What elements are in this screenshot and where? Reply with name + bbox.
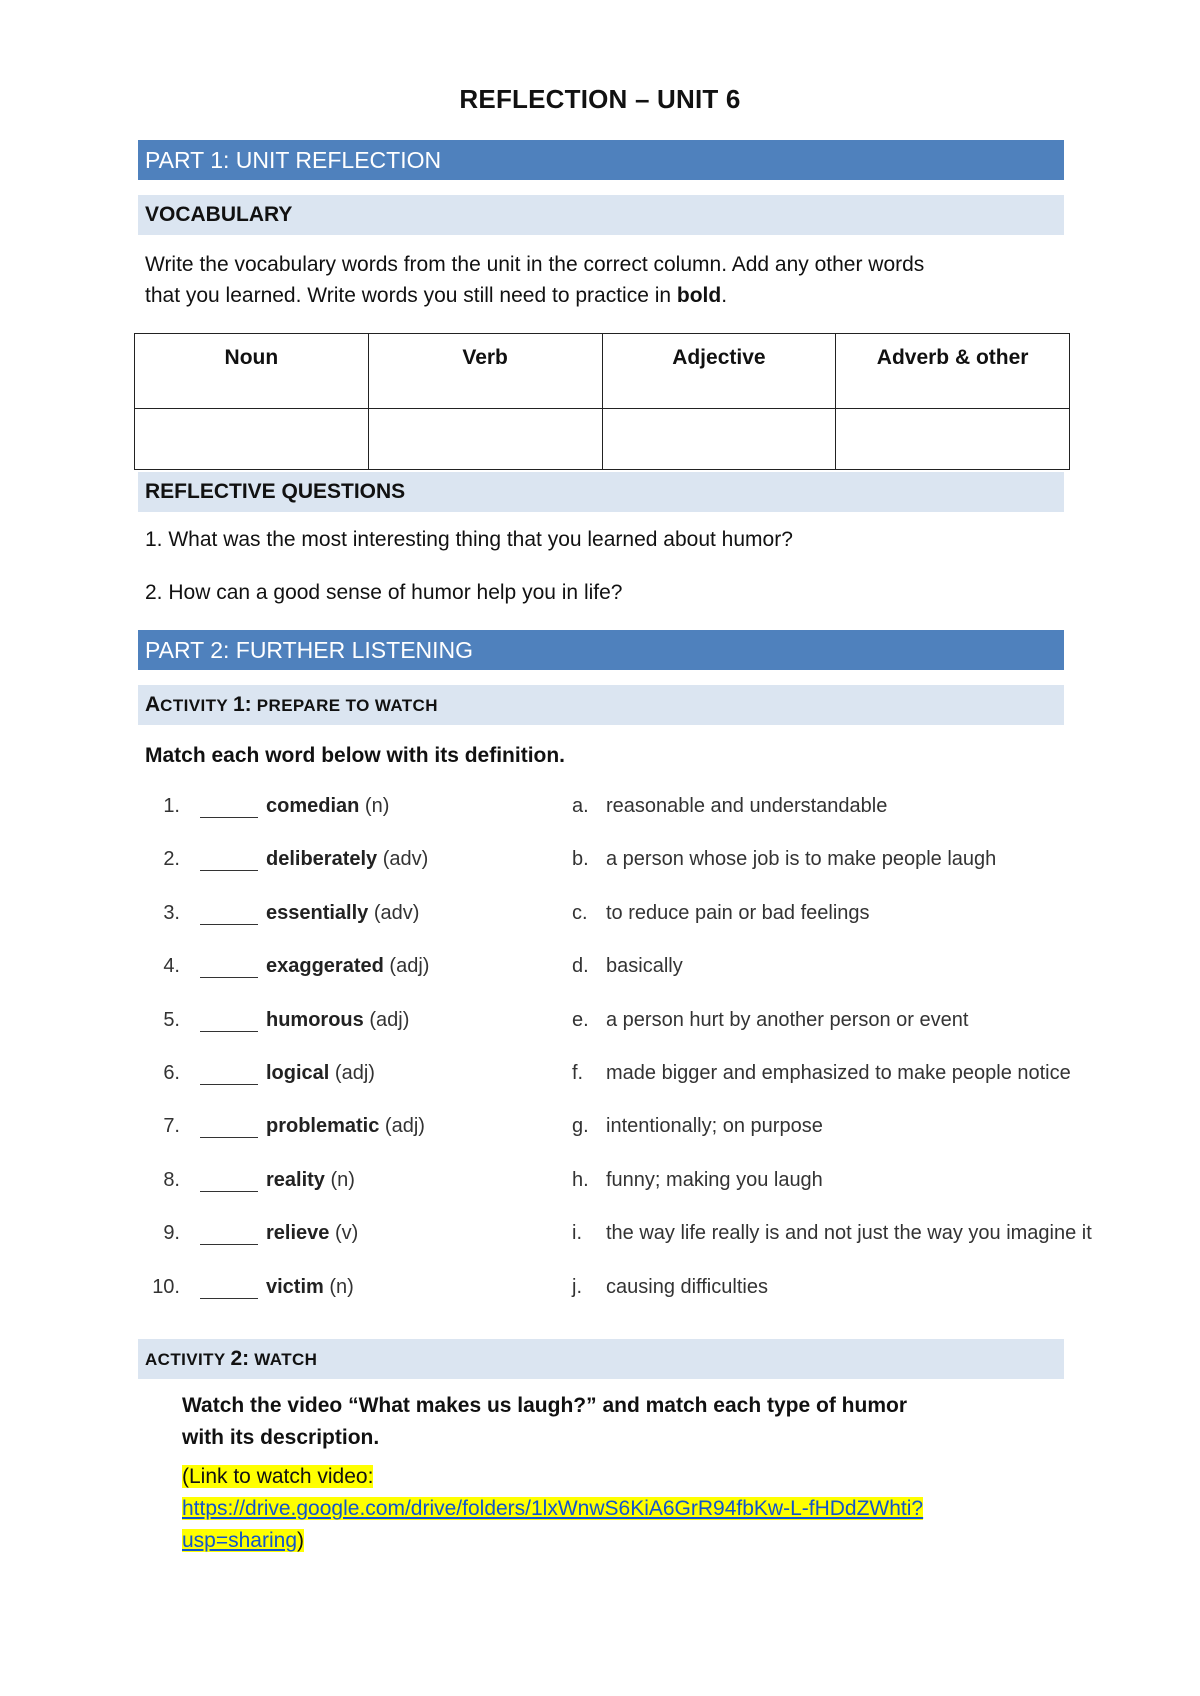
item-number: 6. xyxy=(163,1062,180,1084)
item-number: 2. xyxy=(163,848,180,871)
item-number: 3. xyxy=(163,901,180,924)
part-of-speech: (adj) xyxy=(389,955,430,978)
activity1-heading-word: CTIVITY xyxy=(160,696,233,715)
video-link-block xyxy=(182,1461,1062,1557)
match-item xyxy=(150,1222,1170,1252)
column-header-adverb-other: Adverb & other xyxy=(836,334,1070,409)
verb-cell[interactable] xyxy=(368,409,602,470)
vocab-word-text: victim xyxy=(266,1275,324,1298)
vocab-word-text: deliberately xyxy=(266,848,378,871)
definition-letter: b. xyxy=(572,848,589,871)
answer-blank[interactable] xyxy=(200,1084,258,1085)
match-item xyxy=(150,1009,1170,1039)
activity2-instruction-line-2: with its description. xyxy=(182,1426,380,1449)
adverb-other-cell[interactable] xyxy=(836,409,1070,470)
noun-cell[interactable] xyxy=(135,409,369,470)
video-link[interactable]: https://drive.google.com/drive/folders/1lxWnwS6KiA6GrR94fbKw-L-fHDdZWhti? xyxy=(182,1497,924,1520)
part-of-speech: (adj) xyxy=(384,1115,425,1138)
vocab-word-text: relieve xyxy=(266,1222,330,1245)
adjective-cell[interactable] xyxy=(602,409,836,470)
part-of-speech: (n) xyxy=(364,795,390,817)
definition-text: reasonable and understandable xyxy=(606,795,888,817)
definition-text: causing difficulties xyxy=(606,1275,768,1298)
activity2-heading-number: 2: xyxy=(230,1347,250,1370)
vocabulary-table-row xyxy=(135,409,1070,470)
vocab-word xyxy=(266,902,419,925)
activity2-heading-word: ACTIVITY xyxy=(145,1350,231,1369)
answer-blank[interactable] xyxy=(200,1298,258,1299)
answer-blank[interactable] xyxy=(200,924,258,925)
vocab-word xyxy=(266,848,428,871)
definition-text: intentionally; on purpose xyxy=(606,1115,823,1138)
answer-blank[interactable] xyxy=(200,1137,258,1138)
definition-text: made bigger and emphasized to make people notice xyxy=(606,1062,1071,1084)
video-link-intro: (Link to watch video: xyxy=(182,1465,374,1488)
match-item xyxy=(150,1062,1170,1092)
match-item xyxy=(150,1115,1170,1145)
match-item xyxy=(150,1276,1170,1306)
activity1-instruction: Match each word below with its definition. xyxy=(145,744,566,767)
part2-heading: PART 2: FURTHER LISTENING xyxy=(138,630,1064,670)
vocab-word xyxy=(266,795,389,818)
part-of-speech: (n) xyxy=(329,1275,354,1298)
vocabulary-table-header-row xyxy=(135,334,1070,409)
column-header-adjective: Adjective xyxy=(602,334,836,409)
instruction-period: . xyxy=(721,284,728,307)
video-link-close: ) xyxy=(297,1529,304,1552)
definition-text: a person whose job is to make people laugh xyxy=(606,848,997,871)
answer-blank[interactable] xyxy=(200,817,258,818)
reflective-question-2: 2. How can a good sense of humor help you in life? xyxy=(145,581,623,604)
item-number: 8. xyxy=(163,1168,180,1191)
activity1-heading-title: PREPARE TO WATCH xyxy=(251,696,438,715)
vocab-word-text: comedian xyxy=(266,795,360,817)
answer-blank[interactable] xyxy=(200,977,258,978)
reflective-questions-heading: REFLECTIVE QUESTIONS xyxy=(138,472,1064,512)
vocab-word-text: essentially xyxy=(266,901,369,924)
answer-blank[interactable] xyxy=(200,1244,258,1245)
answer-blank[interactable] xyxy=(200,1031,258,1032)
vocab-word xyxy=(266,1009,409,1032)
activity1-heading-number: 1: xyxy=(232,693,252,716)
instruction-text: that you learned. Write words you still need to practice in xyxy=(145,284,677,307)
definition-text: to reduce pain or bad feelings xyxy=(606,901,870,924)
item-number: 10. xyxy=(152,1275,180,1298)
match-item xyxy=(150,795,1170,825)
definition-letter: a. xyxy=(572,795,589,817)
vocab-word xyxy=(266,955,429,978)
part-of-speech: (n) xyxy=(330,1168,355,1191)
vocab-word-text: humorous xyxy=(266,1008,364,1031)
instruction-line-1: Write the vocabulary words from the unit in the correct column. Add any other words xyxy=(145,253,925,276)
activity2-heading-title: WATCH xyxy=(249,1350,318,1369)
part1-heading: PART 1: UNIT REFLECTION xyxy=(138,140,1064,180)
part-of-speech: (adj) xyxy=(334,1062,375,1084)
vocab-word xyxy=(266,1115,425,1138)
definition-letter: d. xyxy=(572,955,589,978)
definition-text: funny; making you laugh xyxy=(606,1168,823,1191)
item-number: 9. xyxy=(163,1222,180,1245)
part-of-speech: (adj) xyxy=(369,1008,410,1031)
activity1-heading-cap: A xyxy=(145,693,161,716)
definition-letter: h. xyxy=(572,1168,589,1191)
match-item xyxy=(150,848,1170,878)
item-number: 1. xyxy=(163,795,180,817)
item-number: 5. xyxy=(163,1008,180,1031)
definition-letter: f. xyxy=(572,1062,584,1084)
match-item xyxy=(150,1169,1170,1199)
activity2-instruction-line-1: Watch the video “What makes us laugh?” and match each type of humor xyxy=(182,1394,908,1417)
instruction-line-2 xyxy=(145,280,1055,311)
item-number: 4. xyxy=(163,955,180,978)
instruction-bold-word: bold xyxy=(676,284,722,307)
vocab-word-text: problematic xyxy=(266,1115,380,1138)
vocab-word xyxy=(266,1169,355,1192)
vocab-word xyxy=(266,1062,375,1085)
definition-letter: c. xyxy=(572,901,588,924)
page-title: REFLECTION – UNIT 6 xyxy=(459,84,741,114)
vocab-word-text: reality xyxy=(266,1168,325,1191)
part-of-speech: (adv) xyxy=(382,848,429,871)
column-header-verb: Verb xyxy=(368,334,602,409)
definition-text: the way life really is and not just the way you imagine it xyxy=(606,1222,1092,1245)
definition-letter: g. xyxy=(572,1115,589,1138)
answer-blank[interactable] xyxy=(200,1191,258,1192)
vocabulary-heading: VOCABULARY xyxy=(138,195,1064,235)
vocab-word xyxy=(266,1276,354,1299)
vocab-word-text: logical xyxy=(266,1062,330,1084)
match-item xyxy=(150,902,1170,932)
definition-text: a person hurt by another person or event xyxy=(606,1008,969,1031)
activity2-heading xyxy=(138,1339,1064,1379)
item-number: 7. xyxy=(163,1115,180,1138)
video-link-continued[interactable]: usp=sharing xyxy=(182,1529,297,1552)
answer-blank[interactable] xyxy=(200,870,258,871)
activity2-instruction xyxy=(182,1390,1062,1454)
definition-letter: e. xyxy=(572,1008,589,1031)
vocabulary-instruction xyxy=(145,249,1055,311)
column-header-noun: Noun xyxy=(135,334,369,409)
vocabulary-table xyxy=(134,333,1070,470)
vocab-word-text: exaggerated xyxy=(266,955,384,978)
match-item xyxy=(150,955,1170,985)
definition-text: basically xyxy=(606,955,683,978)
definition-letter: j. xyxy=(572,1275,582,1298)
activity1-heading xyxy=(138,685,1064,725)
reflective-question-1: 1. What was the most interesting thing that you learned about humor? xyxy=(145,528,793,551)
vocab-word xyxy=(266,1222,358,1245)
part-of-speech: (v) xyxy=(334,1222,359,1245)
part-of-speech: (adv) xyxy=(373,901,420,924)
definition-letter: i. xyxy=(572,1222,582,1245)
